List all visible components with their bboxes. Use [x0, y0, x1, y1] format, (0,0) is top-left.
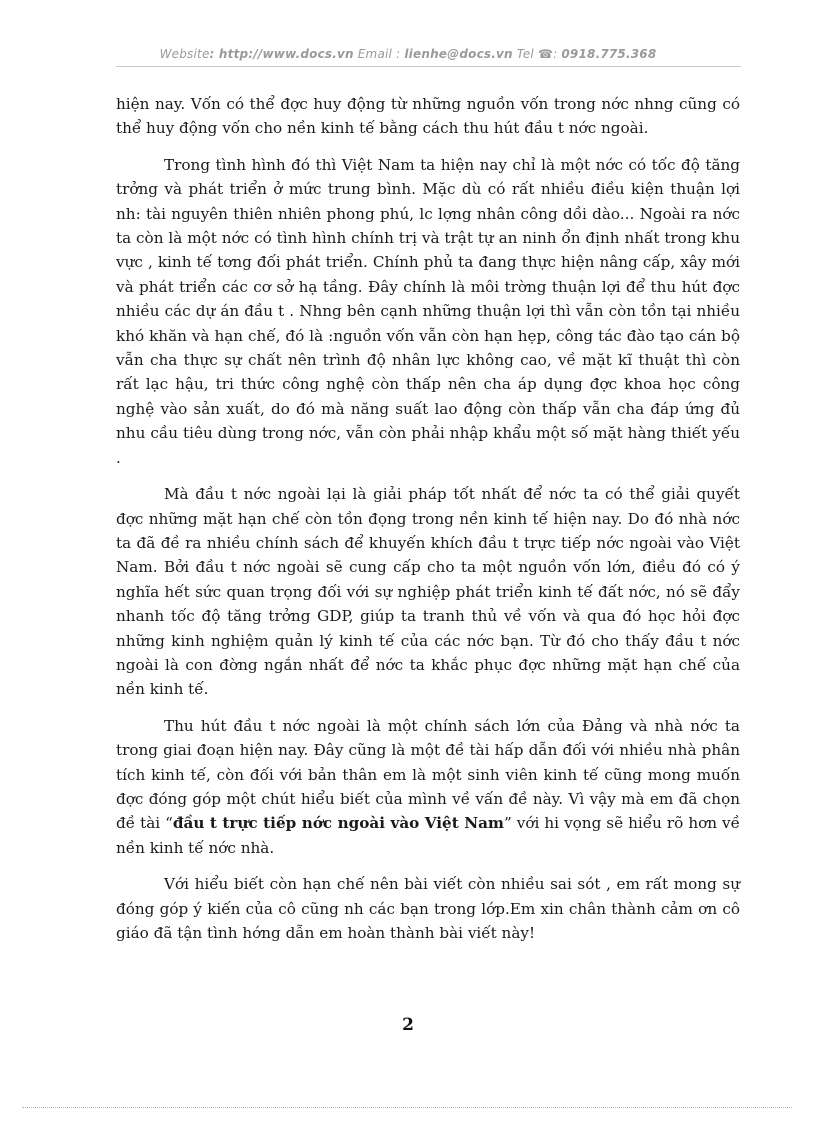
paragraph-intro: hiện nay. Vốn có thể đợc huy động từ những nguồn vốn trong nớc nhng cũng có thể huy động vốn cho nền kinh tế bằng cách thu hút đầu t nớc ngoài. — [116, 95, 740, 138]
phone-number: 0918.775.368 — [561, 47, 657, 61]
paragraph-closing: Với hiểu biết còn hạn chế nên bài viết còn nhiều sai sót , em rất mong sự đóng góp ý kiến của cô cũng nh các bạn trong lớp.Em xin chân thành cảm ơn cô giáo đã tận tình hớng dẫn em hoàn thành bài viết này! — [116, 875, 740, 942]
tel-label: Tel ☎: — [512, 47, 562, 61]
footer-divider — [22, 1107, 792, 1108]
website-label: Website — [159, 47, 210, 61]
email-label: Email : — [353, 47, 405, 61]
paragraph-topic-end: ” với hi vọng sẽ hiểu rõ hơn về nền kinh tế nớc nhà. — [116, 814, 740, 857]
paragraph-topic-text: Thu hút đầu t nớc ngoài là một chính sách lớn của Đảng và nhà nớc ta trong giai đoạn hiện nay. Đây cũng là một đề tài hấp dẫn đối với nhiều nhà phân tích kinh tế, còn đối với bản thân em là một sinh viên kinh tế cũng mong muốn đợc đóng góp một chút hiểu biết của mình về vấn đề này. Vì vậy mà em đã chọn đề tài “ — [116, 716, 740, 833]
page-number: 2 — [402, 1015, 414, 1035]
email-address[interactable]: lienhe@docs.vn — [404, 47, 513, 61]
document-body — [116, 92, 740, 957]
website-url[interactable]: : http://www.docs.vn — [209, 47, 354, 61]
header-divider — [116, 66, 741, 67]
paragraph-topic — [116, 714, 740, 860]
topic-title: đầu t trực tiếp nớc ngoài vào Việt Nam — [172, 814, 505, 833]
paragraph-situation: Trong tình hình đó thì Việt Nam ta hiện nay chỉ là một nớc có tốc độ tăng trởng và phát triển ở mức trung bình. Mặc dù có rất nhiều điều kiện thuận lợi nh: tài nguyên thiên nhiên phong phú, lc lợng nhân công dồi dào... Ngoài ra nớc ta còn là một nớc có tình hình chính trị và trật tự an ninh ổn định nhất trong khu vực , kinh tế tơng đối phát triển. Chính phủ ta đang thực hiện nâng cấp, xây mới và phát triển các cơ sở hạ tầng. Đây chính là môi trờng thuận lợi để thu hút đợc nhiều các dự án đầu t . Nhng bên cạnh những thuận lợi thì vẫn còn tồn tại nhiều khó khăn và hạn chế, đó là :nguồn vốn vẫn còn hạn hẹp, công tác đào tạo cán bộ vẫn cha thực sự chất nên trình độ nhân lực không cao, về mặt kĩ thuật thì còn rất lạc hậu, tri thức công nghệ còn thấp nên cha áp dụng đợc khoa học công nghệ vào sản xuất, do đó mà năng suất lao động còn thấp vẫn cha đáp ứng đủ nhu cầu tiêu dùng trong nớc, vẫn còn phải nhập khẩu một số mặt hàng thiết yếu . — [116, 155, 740, 467]
page-header — [0, 47, 816, 61]
paragraph-solution: Mà đầu t nớc ngoài lại là giải pháp tốt nhất để nớc ta có thể giải quyết đợc những mặt hạn chế còn tồn đọng trong nền kinh tế hiện nay. Do đó nhà nớc ta đã đề ra nhiều chính sách để khuyến khích đầu t trực tiếp nớc ngoài vào Việt Nam. Bởi đầu t nớc ngoài sẽ cung cấp cho ta một nguồn vốn lớn, điều đó có ý nghĩa hết sức quan trọng đối với sự nghiệp phát triển kinh tế đất nớc, nó sẽ đẩy nhanh tốc độ tăng trởng GDP, giúp ta tranh thủ về vốn và qua đó học hỏi đợc những kinh nghiệm quản lý kinh tế của các nớc bạn. Từ đó cho thấy đầu t nớc ngoài là con đờng ngắn nhất để nớc ta khắc phục đợc những mặt hạn chế của nền kinh tế. — [116, 485, 740, 699]
